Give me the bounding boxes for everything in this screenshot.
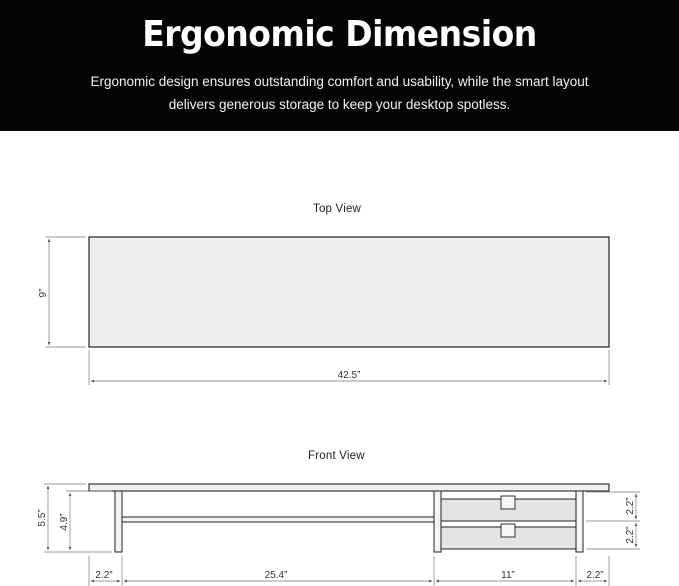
front-total-height-dimension	[44, 484, 112, 552]
drawer-bottom-height-label: 2.2”	[625, 526, 636, 544]
drawer-top-height-label: 2.2”	[625, 497, 636, 515]
top-view-label: Top View	[313, 203, 362, 215]
top-view	[38, 237, 609, 385]
top-depth-label: 9”	[38, 288, 49, 298]
left-overhang-label: 2.2”	[95, 570, 113, 581]
front-cross-bar	[122, 517, 434, 522]
front-middle-leg	[434, 491, 441, 552]
front-total-height-label: 5.5”	[37, 509, 48, 527]
front-width-dimensions	[89, 556, 609, 586]
front-inner-height-dimension	[66, 491, 112, 550]
front-top-board	[89, 484, 609, 491]
open-span-label: 25.4”	[264, 570, 288, 581]
top-width-label: 42.5”	[337, 370, 361, 381]
right-overhang-label: 2.2”	[586, 570, 604, 581]
top-view-board	[89, 237, 609, 347]
drawer-width-label: 11”	[501, 570, 515, 581]
page-title: Ergonomic Dimension	[142, 12, 537, 55]
page-subtitle: Ergonomic design ensures outstanding comfort and usability, while the smart layout delivers generous storage to keep your desktop spotless.	[90, 74, 589, 112]
drawer-bottom-handle	[501, 524, 515, 537]
front-view	[37, 484, 640, 586]
front-view-label: Front View	[308, 450, 365, 462]
front-right-leg	[576, 491, 583, 552]
front-left-leg	[115, 491, 122, 552]
drawer-top-handle	[501, 496, 515, 509]
top-depth-dimension	[45, 237, 86, 347]
front-inner-height-label: 4.9”	[59, 513, 70, 531]
